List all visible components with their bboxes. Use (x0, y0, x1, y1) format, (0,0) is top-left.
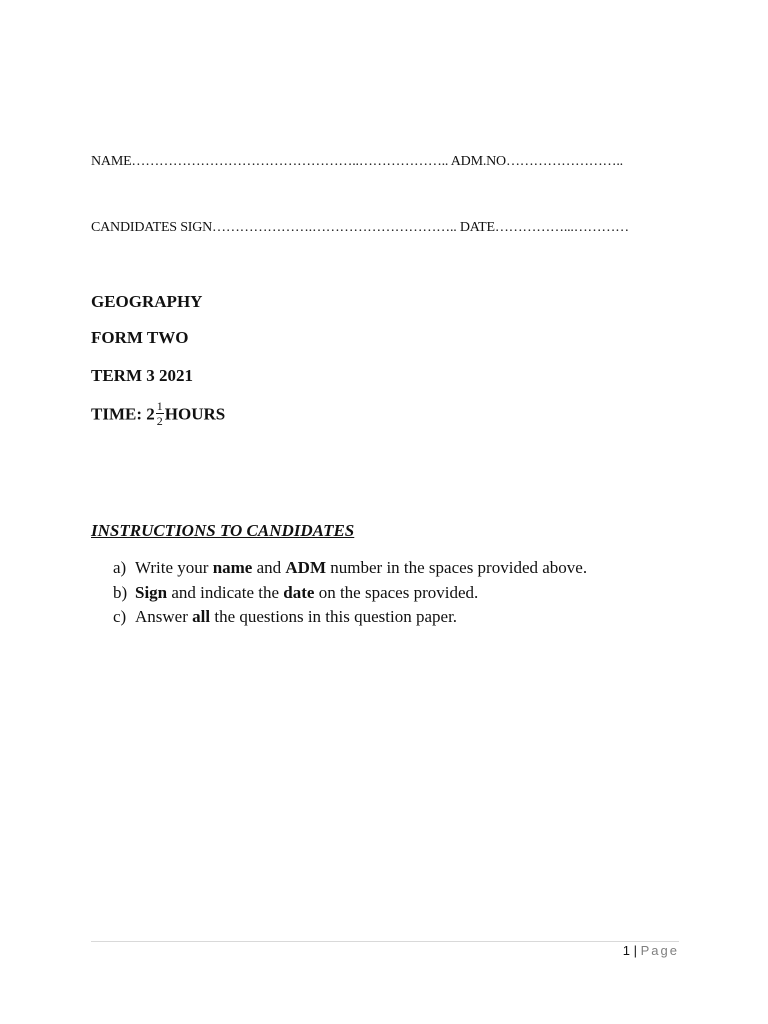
instruction-marker: b) (113, 582, 128, 602)
name-adm-field-line: NAME…………………………………………..……………….. ADM.NO…………………….. (91, 154, 623, 169)
instruction-text: on the spaces provided. (314, 582, 479, 602)
instruction-item (113, 606, 587, 631)
instruction-marker: c) (113, 607, 127, 626)
instruction-emphasis: Sign (135, 582, 168, 602)
fraction-numerator: 1 (156, 399, 163, 413)
page-number: 1 (622, 943, 631, 958)
instruction-text: Write your (135, 558, 213, 577)
time-heading (91, 399, 226, 429)
instruction-item (113, 582, 587, 607)
form-heading: FORM TWO (91, 328, 189, 347)
instruction-item (113, 557, 587, 582)
instructions-title: INSTRUCTIONS TO CANDIDATES (91, 521, 355, 540)
time-suffix: HOURS (164, 404, 226, 424)
instruction-text: number in the spaces provided above. (326, 558, 588, 577)
fraction-denominator: 2 (156, 414, 163, 428)
instruction-emphasis: ADM (285, 558, 327, 577)
page-separator: | (630, 943, 641, 958)
instruction-marker: a) (113, 558, 127, 577)
term-heading: TERM 3 2021 (91, 366, 193, 385)
instruction-text: Answer (135, 607, 193, 626)
instruction-emphasis: date (283, 582, 315, 602)
sign-date-field-line: CANDIDATES SIGN………………….………………………….. DATE……………...………… (91, 220, 629, 235)
instructions-list (113, 557, 587, 631)
instruction-emphasis: name (212, 558, 253, 577)
time-prefix: TIME: 2 (91, 404, 155, 424)
time-fraction (156, 400, 164, 427)
instruction-emphasis: all (192, 607, 211, 626)
instruction-text: the questions in this question paper. (210, 607, 458, 626)
instruction-text: and (252, 558, 286, 577)
subject-heading: GEOGRAPHY (91, 292, 203, 311)
footer-divider (91, 941, 679, 942)
instruction-text: and indicate the (167, 582, 284, 602)
page-label: Page (640, 943, 679, 958)
page-footer (623, 943, 679, 958)
